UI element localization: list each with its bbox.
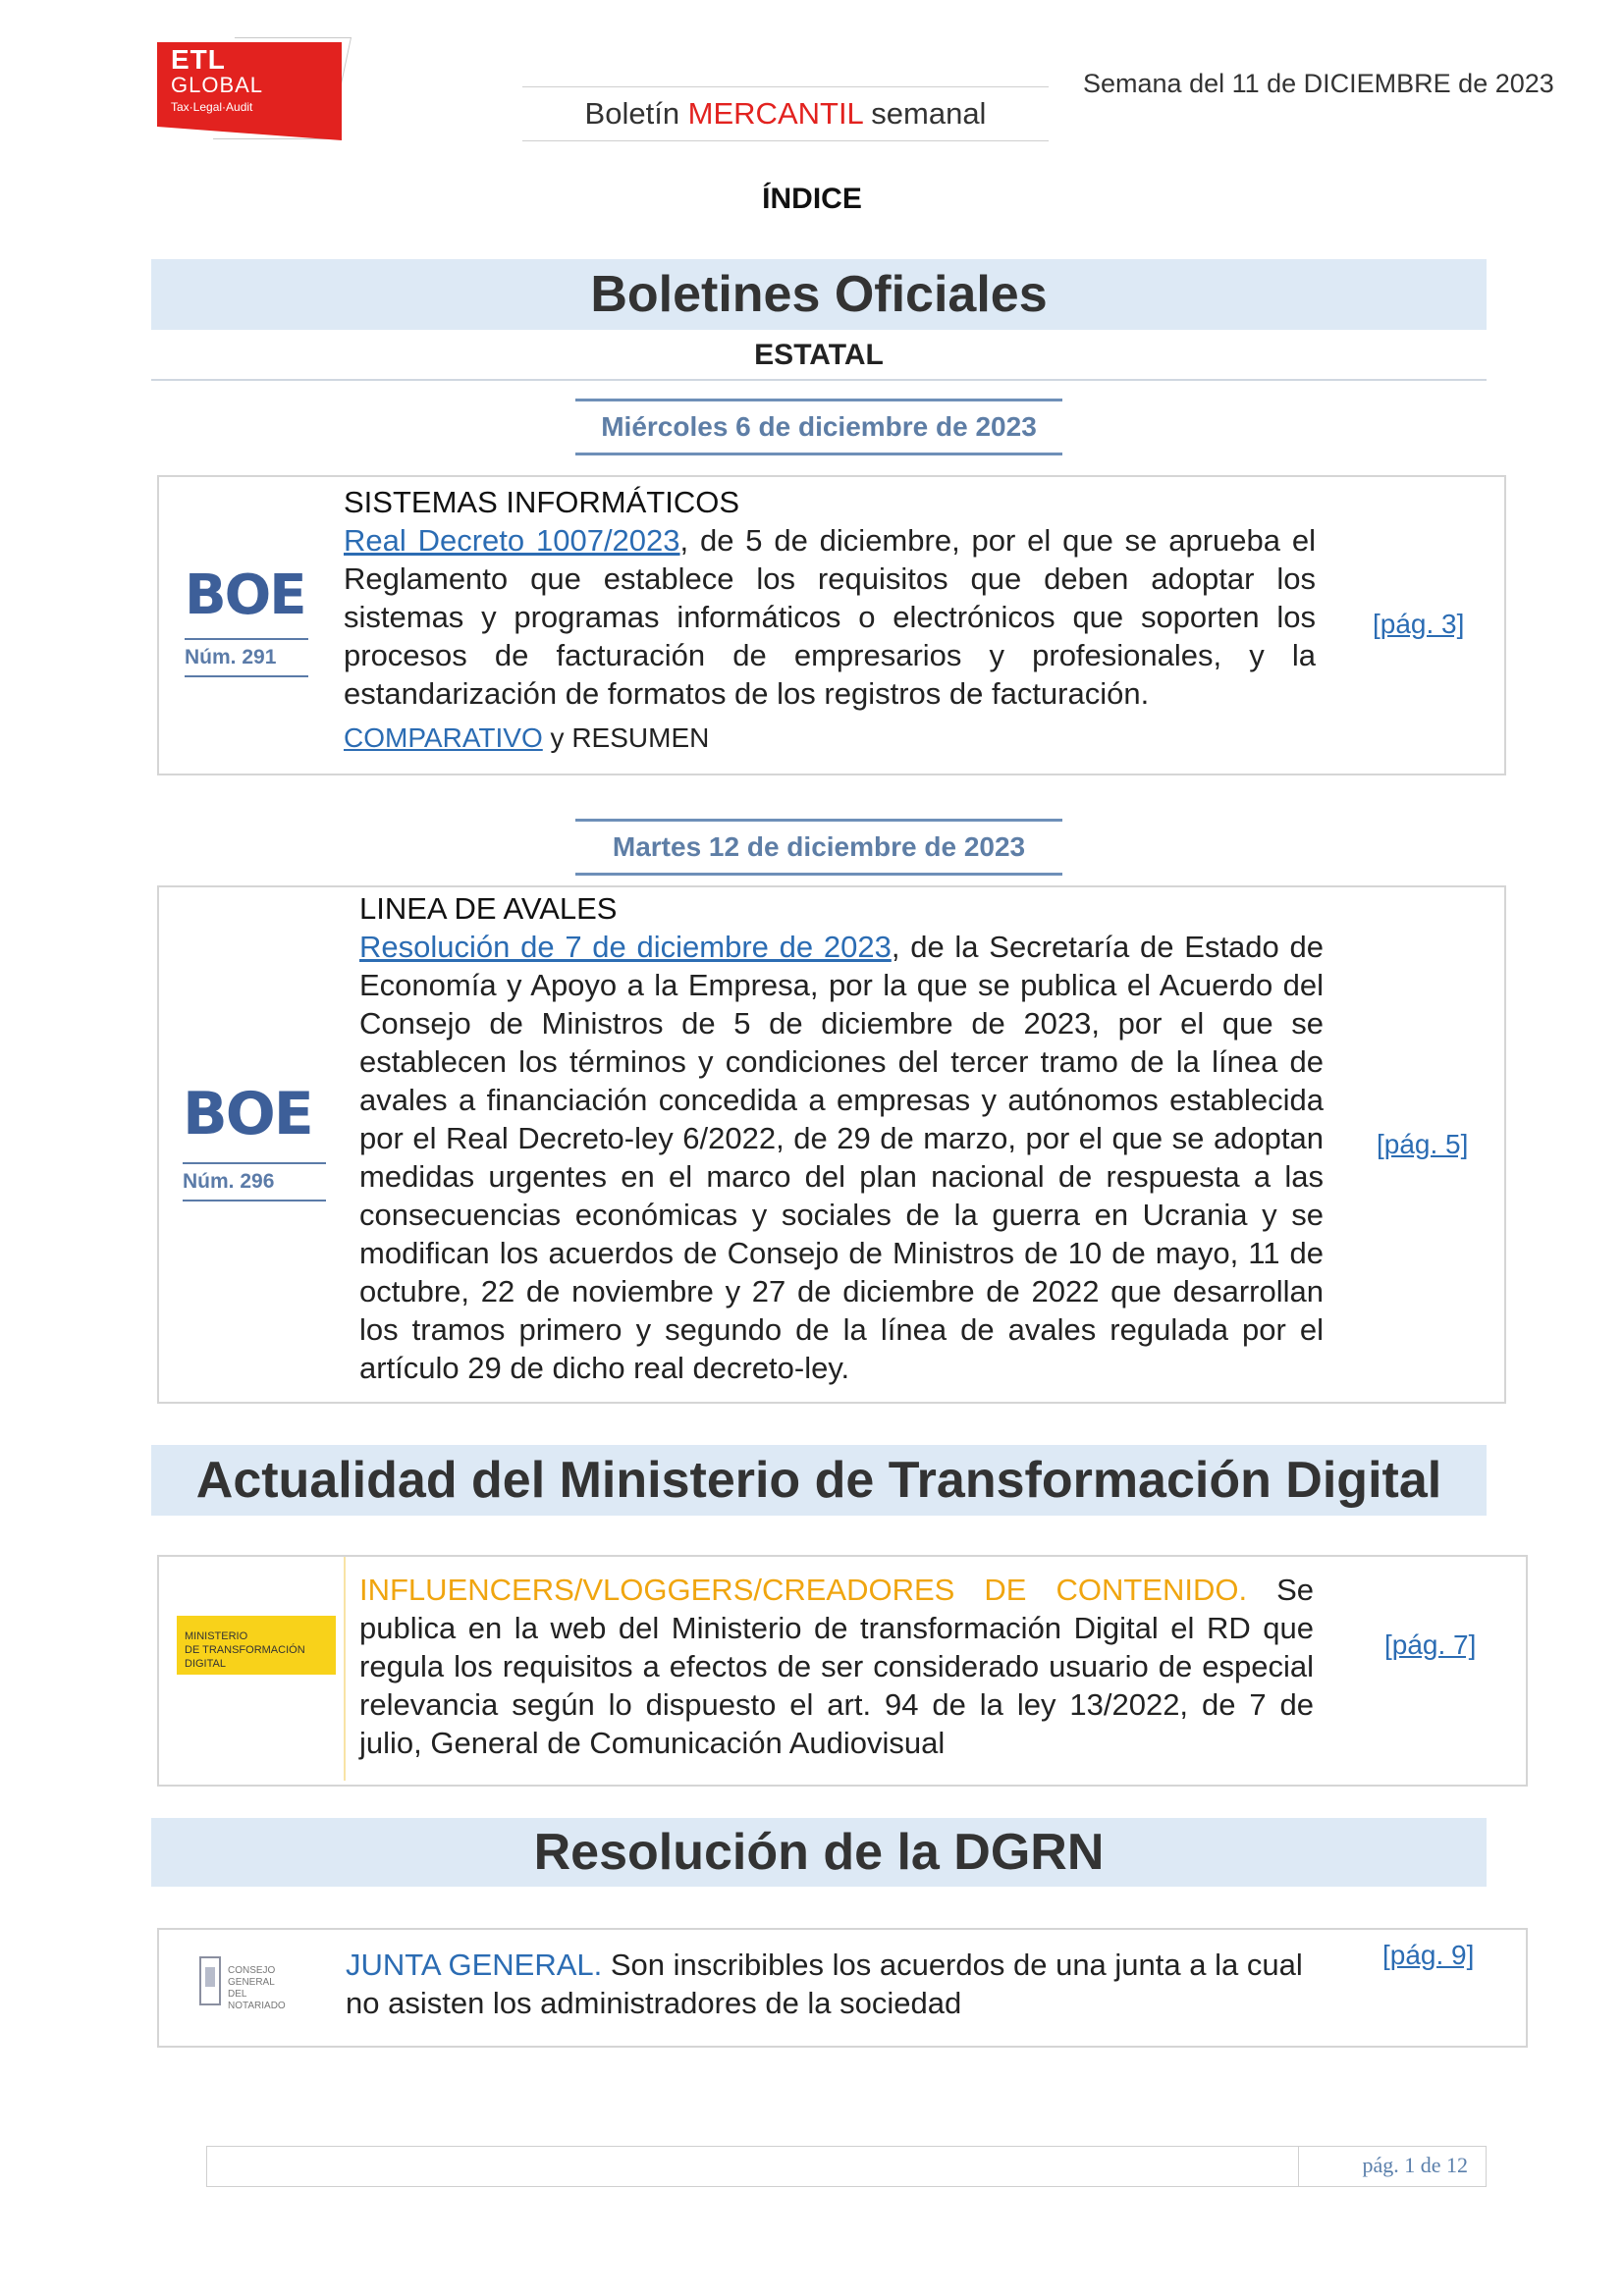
entry-heading: LINEA DE AVALES: [359, 891, 618, 926]
entry-heading: JUNTA GENERAL.: [346, 1948, 603, 1982]
section-banner-dgrn: Resolución de la DGRN: [151, 1818, 1487, 1887]
page-footer: [206, 2146, 1487, 2187]
entry-body: , de la Secretaría de Estado de Economía y Apoyo a la Empresa, por la que se publica el Acuerdo del Consejo de Ministros de 5 de diciembre de 2023, por el que se establecen los términos y condiciones del tercer tramo de la línea de avales a financiación concedida a empresas y autónomos establecida por el Real Decreto-ley 6/2022, de 29 de marzo, por el que se adoptan medidas urgentes en el marco del plan nacional de respuesta a las consecuencias económicas y sociales de la guerra en Ucrania y se modifican los acuerdos de Consejo de Ministros de 10 de mayo, 11 de octubre, 22 de noviembre y 27 de diciembre de 2022 que desarrollan los tramos primero y segundo de la línea de avales regulada por el artículo 29 de dicho real decreto-ley.: [359, 930, 1324, 1385]
page-link-5[interactable]: [pág. 5]: [1377, 1129, 1469, 1159]
entry-heading: SISTEMAS INFORMÁTICOS: [344, 485, 740, 519]
resumen-text: y RESUMEN: [542, 722, 710, 753]
entry-body: , de 5 de diciembre, por el que se aprueba el Reglamento que establece los requisitos que deben adoptar los sistemas y programas informáticos o electrónicos que soporten los procesos de facturación de empresarios y profesionales, y la estandarización de formatos de los registros de facturación.: [344, 523, 1316, 711]
comparativo-link[interactable]: COMPARATIVO: [344, 722, 543, 753]
entry-link-resolucion[interactable]: Resolución de 7 de diciembre de 2023: [359, 930, 892, 964]
etl-global-logo: [157, 37, 344, 145]
logo-brand: ETL: [171, 44, 226, 75]
boe-number: Núm. 296: [183, 1162, 326, 1201]
subsection-estatal: ESTATAL: [151, 332, 1487, 381]
entry-body: Son inscribibles los acuerdos de una junta a la cual no asisten los administradores de la sociedad: [346, 1948, 1303, 2020]
boe-number: Núm. 291: [185, 638, 308, 677]
entry-sistemas-informaticos: BOE Núm. 291 SISTEMAS INFORMÁTICOS Real Decreto 1007/2023, de 5 de diciembre, por el que se aprueba el Reglamento que establece los requisitos que deben adoptar los sistemas y programas informáticos o electrónicos que soporten los procesos de facturación de empresarios y profesionales, y la estandarización de formatos de los registros de facturación. COMPARATIVO y RESUMEN [pág. 3]: [157, 475, 1506, 775]
page-link-9[interactable]: [pág. 9]: [1382, 1940, 1475, 1970]
entry-linea-de-avales: BOE Núm. 296 LINEA DE AVALES Resolución de 7 de diciembre de 2023, de la Secretaría de Estado de Economía y Apoyo a la Empresa, por la que se publica el Acuerdo del Consejo de Ministros de 5 de diciembre de 2023, por el que se establecen los términos y condiciones del tercer tramo de la línea de avales a financiación concedida a empresas y autónomos establecida por el Real Decreto-ley 6/2022, de 29 de marzo, por el que se adoptan medidas urgentes en el marco del plan nacional de respuesta a las consecuencias económicas y sociales de la guerra en Ucrania y se modifican los acuerdos de Consejo de Ministros de 10 de mayo, 11 de octubre, 22 de noviembre y 27 de diciembre de 2022 que desarrollan los tramos primero y segundo de la línea de avales regulada por el artículo 29 de dicho real decreto-ley. [pág. 5]: [157, 885, 1506, 1404]
date-label-1: Miércoles 6 de diciembre de 2023: [575, 399, 1062, 455]
page-number: pág. 1 de 12: [1362, 2153, 1468, 2177]
entry-influencers: [157, 1555, 1528, 1787]
entry-heading: INFLUENCERS/VLOGGERS/CREADORES DE CONTENIDO.: [359, 1573, 1248, 1607]
bulletin-title: Boletín MERCANTIL semanal: [522, 86, 1049, 141]
page-link-7[interactable]: [pág. 7]: [1384, 1629, 1477, 1660]
notariado-emblem-icon: [198, 1953, 222, 2008]
entry-junta-general: [157, 1928, 1528, 2048]
notariado-logo: CONSEJO GENERAL DEL NOTARIADO: [198, 1948, 306, 2014]
page-link-3[interactable]: [pág. 3]: [1373, 609, 1465, 639]
entry-link-real-decreto[interactable]: Real Decreto 1007/2023: [344, 523, 680, 558]
date-label-2: Martes 12 de diciembre de 2023: [575, 819, 1062, 876]
entry-body: Se publica en la web del Ministerio de transformación Digital el RD que regula los requisitos a efectos de ser considerado usuario de especial relevancia según lo dispuesto el art. 94 de la ley 13/2022, de 7 de julio, General de Comunicación Audiovisual: [359, 1573, 1314, 1760]
bulletin-highlight: MERCANTIL: [687, 96, 863, 131]
index-title: ÍNDICE: [762, 183, 862, 215]
section-banner-ministerio: Actualidad del Ministerio de Transformación Digital: [151, 1445, 1487, 1516]
ministerio-logo: MINISTERIO DE TRANSFORMACIÓN DIGITAL: [177, 1616, 336, 1675]
logo-tagline: Tax·Legal·Audit: [171, 100, 253, 114]
logo-global: GLOBAL: [171, 73, 264, 97]
week-label: Semana del 11 de DICIEMBRE de 2023: [1083, 69, 1554, 98]
section-banner-boletines: Boletines Oficiales: [151, 259, 1487, 330]
